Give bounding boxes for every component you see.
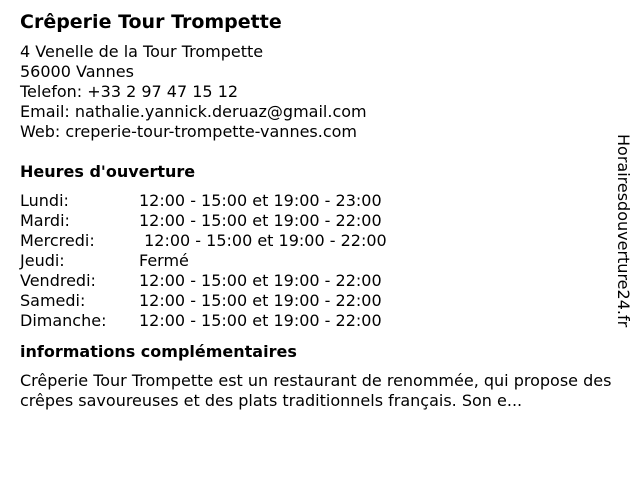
hours-row-mardi	[20, 211, 615, 231]
web-value[interactable]: creperie-tour-trompette-vannes.com	[65, 122, 358, 141]
hours-day: Dimanche:	[20, 311, 107, 330]
hours-table	[20, 191, 615, 331]
email-line	[20, 102, 615, 122]
watermark-text: Horairesdouverture24.fr	[614, 134, 633, 328]
web-label: Web:	[20, 122, 61, 141]
phone-label: Telefon:	[20, 82, 83, 101]
hours-day: Lundi:	[20, 191, 69, 210]
business-card	[20, 10, 615, 411]
hours-row-lundi	[20, 191, 615, 211]
phone-line	[20, 82, 615, 102]
hours-day: Samedi:	[20, 291, 86, 310]
hours-value: 12:00 - 15:00 et 19:00 - 22:00	[139, 231, 387, 250]
email-label: Email:	[20, 102, 70, 121]
business-name: Crêperie Tour Trompette	[20, 11, 282, 33]
hours-value: 12:00 - 15:00 et 19:00 - 23:00	[139, 191, 382, 210]
hours-day: Jeudi:	[20, 251, 65, 270]
email-value[interactable]: nathalie.yannick.deruaz@gmail.com	[74, 102, 367, 121]
contact-block	[20, 42, 615, 142]
hours-value: 12:00 - 15:00 et 19:00 - 22:00	[139, 311, 382, 330]
hours-value: Fermé	[139, 251, 189, 270]
hours-row-vendredi	[20, 271, 615, 291]
hours-day: Vendredi:	[20, 271, 96, 290]
hours-row-jeudi	[20, 251, 615, 271]
address-line-2: 56000 Vannes	[20, 62, 134, 81]
hours-row-mercredi	[20, 231, 615, 251]
hours-row-samedi	[20, 291, 615, 311]
hours-day: Mardi:	[20, 211, 70, 230]
hours-value: 12:00 - 15:00 et 19:00 - 22:00	[139, 291, 382, 310]
hours-day: Mercredi:	[20, 231, 95, 250]
hours-value: 12:00 - 15:00 et 19:00 - 22:00	[139, 211, 382, 230]
hours-heading: Heures d'ouverture	[20, 162, 196, 181]
hours-row-dimanche	[20, 311, 615, 331]
info-text: Crêperie Tour Trompette est un restaurant de renommée, qui propose des crêpes savoureuses et des plats traditionnels français. Son e...	[20, 371, 612, 410]
info-heading: informations complémentaires	[20, 342, 297, 361]
address-line-1: 4 Venelle de la Tour Trompette	[20, 42, 264, 61]
phone-value[interactable]: +33 2 97 47 15 12	[87, 82, 239, 101]
hours-value: 12:00 - 15:00 et 19:00 - 22:00	[139, 271, 382, 290]
web-line	[20, 122, 615, 142]
